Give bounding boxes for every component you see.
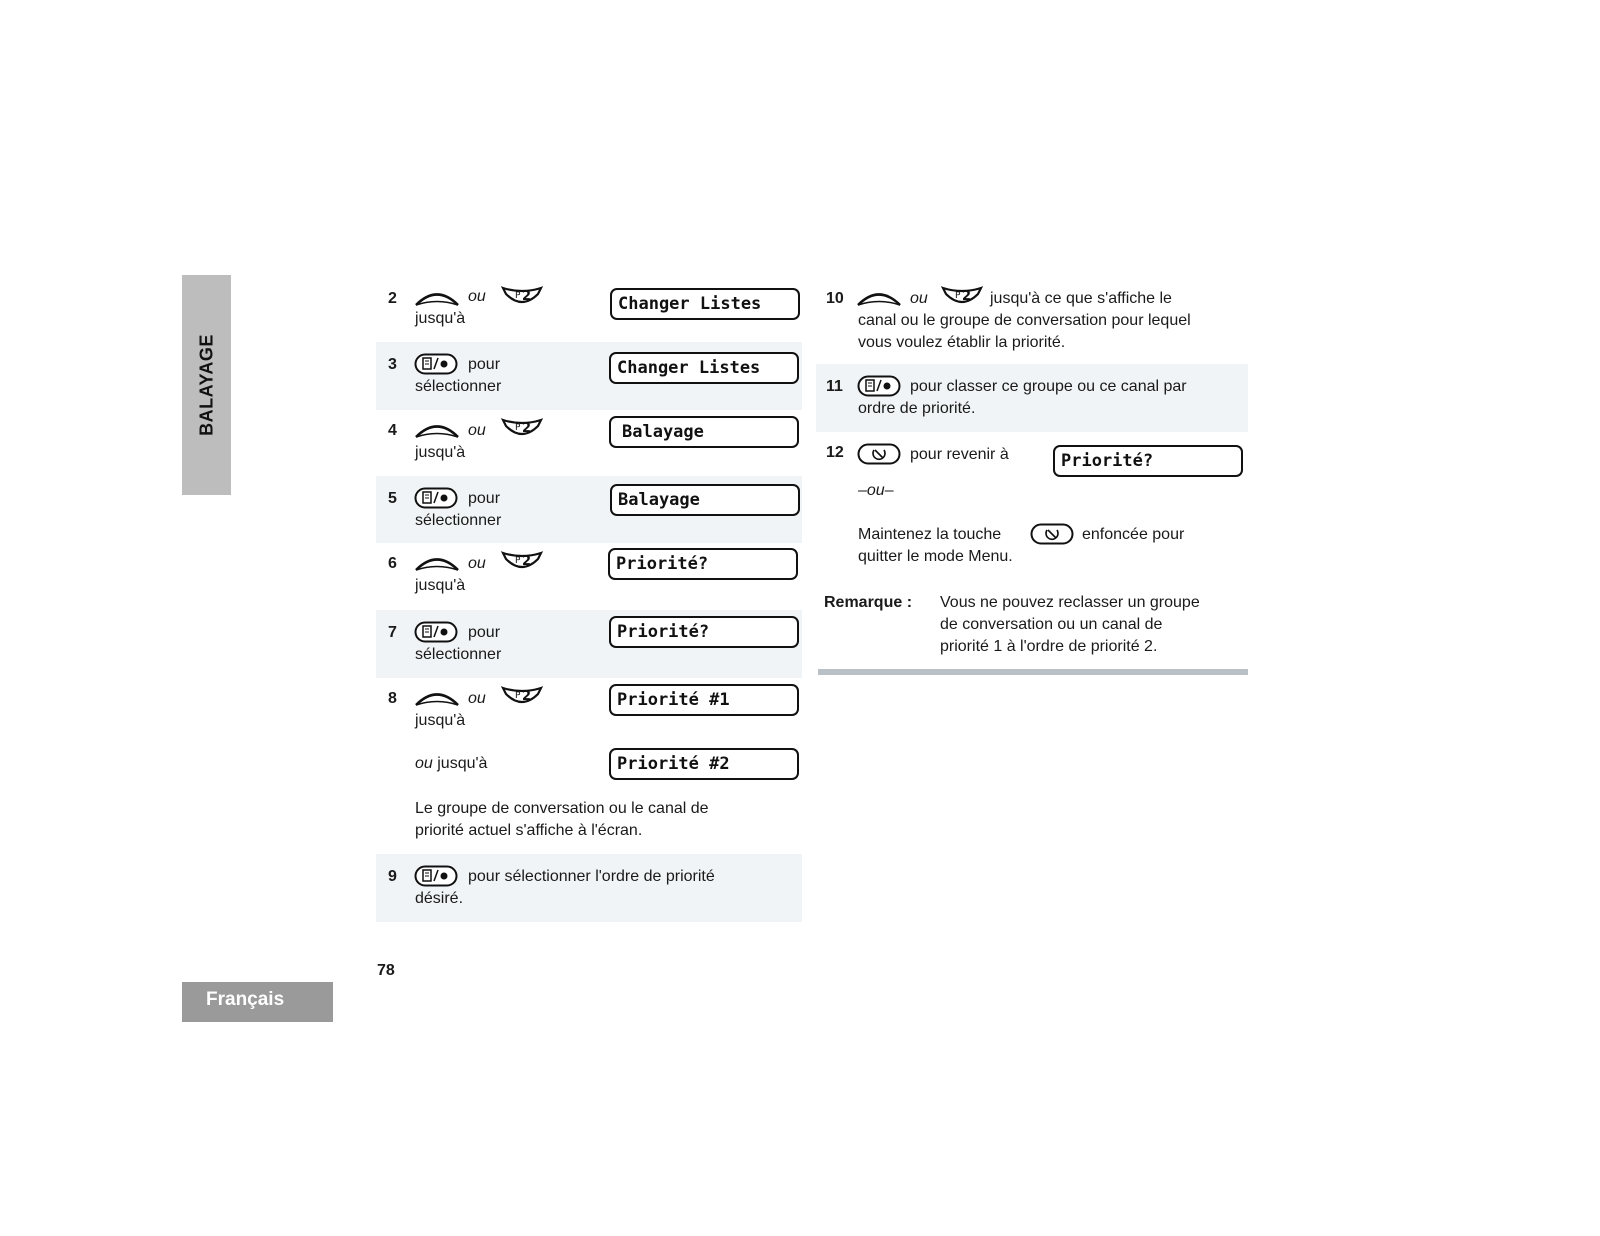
lcd-display: Changer Listes: [609, 352, 799, 384]
step-4: [376, 410, 802, 476]
step-number: 7: [388, 624, 397, 641]
language-tab: Français: [182, 982, 333, 1022]
step-6: [376, 543, 802, 610]
menu-select-button-icon: [414, 353, 458, 375]
step-12-text: pour revenir à: [910, 446, 1009, 463]
hold-line-2: quitter le mode Menu.: [858, 548, 1013, 565]
svg-text:2: 2: [962, 289, 972, 304]
step-number: 3: [388, 356, 397, 373]
hold-after-text: enfoncée pour: [1082, 526, 1185, 543]
or-text: ou: [910, 290, 928, 307]
for-text: pour: [468, 356, 501, 373]
svg-text:2: 2: [522, 689, 532, 704]
step-3: [376, 342, 802, 410]
step-12: [816, 432, 1248, 580]
menu-select-button-icon: [414, 487, 458, 509]
remark-note: [816, 580, 1248, 666]
hold-before-text: Maintenez la touche: [858, 526, 1002, 543]
step-number: 10: [826, 290, 844, 307]
or-text: ou: [468, 422, 486, 439]
until-text: jusqu'à: [415, 712, 466, 729]
section-divider: [818, 669, 1248, 675]
exit-home-button-icon: [857, 443, 901, 465]
scroll-up-button-icon: [414, 418, 460, 440]
svg-text:P: P: [515, 556, 521, 566]
exit-home-button-icon: [1030, 523, 1074, 545]
step-5: [376, 476, 802, 543]
menu-select-button-icon: [414, 621, 458, 643]
remark-label: Remarque :: [824, 594, 913, 611]
scroll-down-p2-button-icon: [940, 284, 984, 308]
for-text: pour: [468, 490, 501, 507]
scroll-up-button-icon: [414, 286, 460, 308]
remark-line: Vous ne pouvez reclasser un groupe: [940, 594, 1200, 611]
step-11-line: ordre de priorité.: [858, 400, 976, 417]
lcd-display: Changer Listes: [610, 288, 800, 320]
until-text: jusqu'à: [415, 444, 466, 461]
step-8-note-line: Le groupe de conversation ou le canal de: [415, 800, 709, 817]
step-10: [816, 278, 1248, 364]
or-text: ou: [468, 288, 486, 305]
remark-line: de conversation ou un canal de: [940, 616, 1163, 633]
svg-text:2: 2: [522, 289, 532, 304]
step-9: [376, 854, 802, 922]
step-2: [376, 278, 802, 342]
step-11: [816, 364, 1248, 432]
step-number: 8: [388, 690, 397, 707]
svg-text:P: P: [515, 291, 521, 301]
step-number: 4: [388, 422, 397, 439]
or-text: ou: [468, 690, 486, 707]
svg-text:P: P: [515, 423, 521, 433]
step-number: 2: [388, 290, 397, 307]
section-title: BALAYAGE: [196, 334, 216, 436]
scroll-down-p2-button-icon: [500, 416, 544, 440]
svg-text:P: P: [515, 691, 521, 701]
lcd-display: Balayage: [610, 484, 800, 516]
step-number: 11: [826, 378, 843, 395]
scroll-down-p2-button-icon: [500, 684, 544, 708]
step-9-line: pour sélectionner l'ordre de priorité: [468, 868, 715, 885]
step-11-line: pour classer ce groupe ou ce canal par: [910, 378, 1187, 395]
lcd-display: Priorité?: [1053, 445, 1243, 477]
step-10-line: canal ou le groupe de conversation pour lequel: [858, 312, 1191, 329]
step-10-line: vous voulez établir la priorité.: [858, 334, 1066, 351]
scroll-down-p2-button-icon: [500, 549, 544, 573]
scroll-down-p2-button-icon: [500, 284, 544, 308]
svg-text:2: 2: [522, 421, 532, 436]
or-until-line: [415, 753, 487, 775]
select-text: sélectionner: [415, 378, 502, 395]
or-separator: –ou–: [858, 482, 894, 499]
menu-select-button-icon: [414, 865, 458, 887]
step-7: [376, 610, 802, 678]
step-number: 6: [388, 555, 397, 572]
page-number: 78: [377, 962, 395, 979]
svg-text:P: P: [955, 291, 961, 301]
step-8: [376, 678, 802, 854]
scroll-up-button-icon: [414, 551, 460, 573]
step-10-line: jusqu'à ce que s'affiche le: [990, 290, 1172, 307]
until-text: jusqu'à: [432, 755, 488, 772]
lcd-display: Priorité?: [609, 616, 799, 648]
lcd-display: Priorité #1: [609, 684, 799, 716]
lcd-display: Priorité?: [608, 548, 798, 580]
for-text: pour: [468, 624, 501, 641]
step-8-note-line: priorité actuel s'affiche à l'écran.: [415, 822, 643, 839]
or-text: ou: [468, 555, 486, 572]
lcd-display: Priorité #2: [609, 748, 799, 780]
step-number: 9: [388, 868, 397, 885]
step-number: 5: [388, 490, 397, 507]
select-text: sélectionner: [415, 512, 502, 529]
scroll-up-button-icon: [414, 686, 460, 708]
section-side-tab: [182, 275, 231, 495]
menu-select-button-icon: [857, 375, 901, 397]
lcd-display: Balayage: [609, 416, 799, 448]
step-number: 12: [826, 444, 844, 461]
remark-line: priorité 1 à l'ordre de priorité 2.: [940, 638, 1158, 655]
scroll-up-button-icon: [856, 286, 902, 308]
step-9-line: désiré.: [415, 890, 464, 907]
or-text: ou: [415, 755, 433, 772]
until-text: jusqu'à: [415, 310, 466, 327]
svg-text:2: 2: [522, 554, 532, 569]
select-text: sélectionner: [415, 646, 502, 663]
until-text: jusqu'à: [415, 577, 466, 594]
